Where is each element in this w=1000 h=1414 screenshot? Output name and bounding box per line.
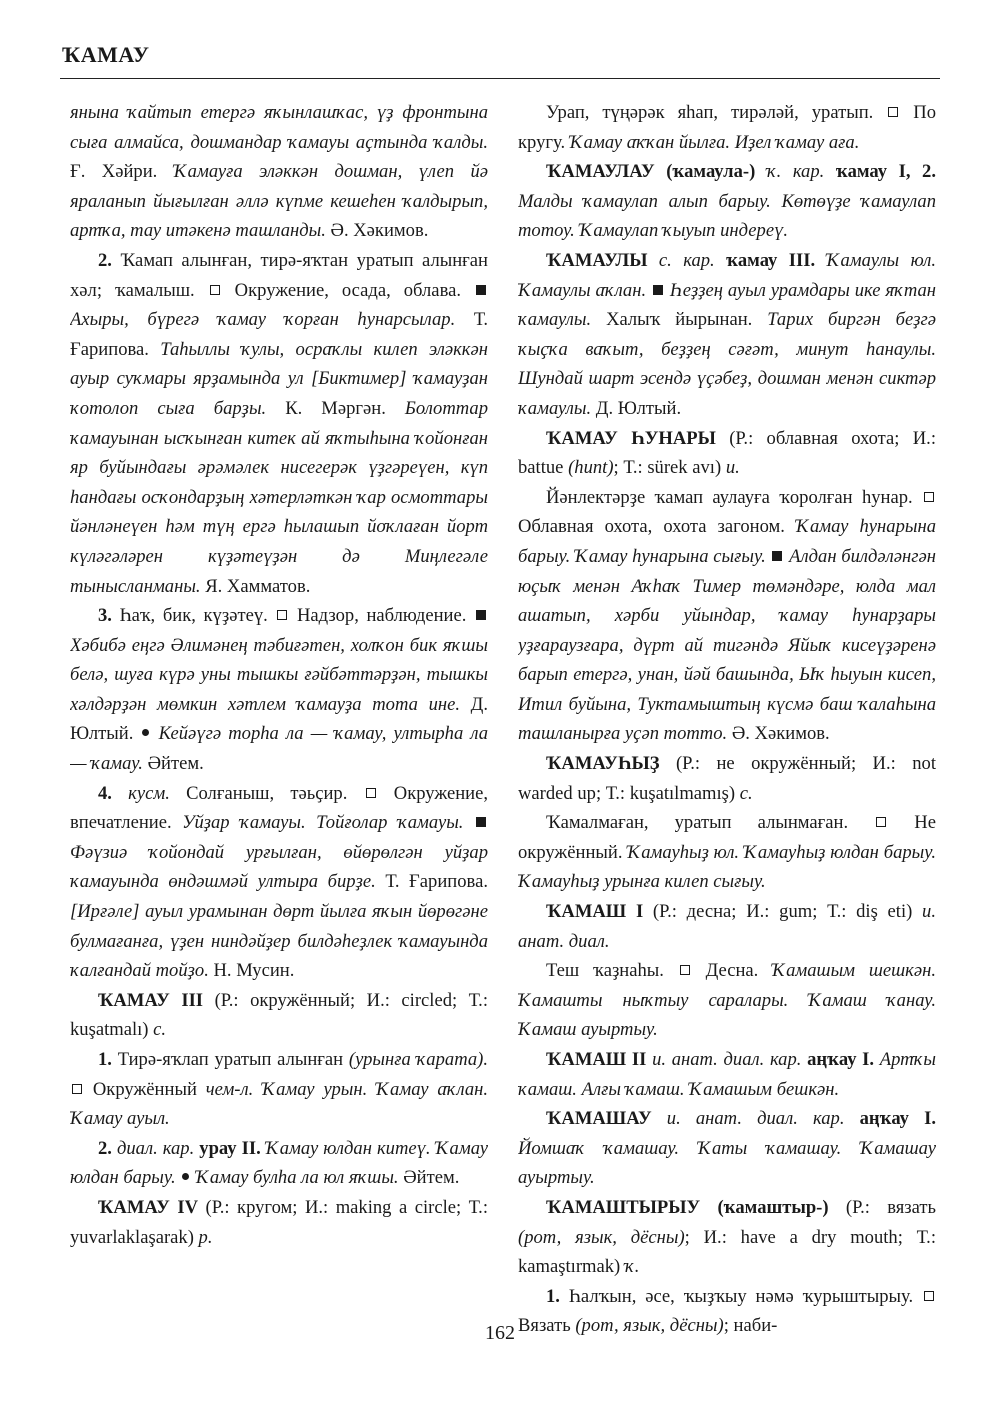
definition-text: (Р.: десна; И.: gum; Т.: diş eti) [643, 901, 923, 923]
definition-text: Урап, түңәрәк яһап, тирәләй, уратып. [546, 102, 887, 123]
entry-paragraph [70, 779, 488, 986]
filled-square-marker-icon [476, 285, 486, 295]
definition-text: Десна. [691, 960, 773, 982]
entry-paragraph [518, 808, 936, 897]
headword: ҠАМАУ ҺУНАРЫ [546, 427, 716, 449]
entry-paragraph [518, 1104, 936, 1193]
entry-paragraph [518, 1193, 936, 1282]
example-text: Тарих биргән беҙгә ҡыҫҡа ваҡыт, беҙҙең сәғәт, минут һанаулы. Шундай шарт эсендә үҫәбеҙ, дошман менән сиктәр ҡамаулы. [518, 309, 936, 419]
bullet-marker-icon [182, 1173, 189, 1180]
definition-text: Тирә-яҡлап уратып алынған [117, 1049, 349, 1070]
square-marker-icon [924, 492, 934, 502]
example-text: Болоттар ҡамауынан ысҡынған китек ай яҡтыһына ҡойонған яр буйындағы әрәмәлек нисегерәк үҙгәреүен, күп һандағы осҡондарҙың хәтерләткән ҡар осмоттары йәнләнеүен һәм түң ергә һылашып йоҡлаған йорт күләгәләрен күҙәтеүҙән дә Миңлегәле тынысланманы. [70, 397, 488, 597]
square-marker-icon [72, 1084, 82, 1094]
example-text: с. [739, 782, 753, 804]
definition-text: Әйтем. [398, 1167, 460, 1189]
definition-text: Вязать [518, 1315, 576, 1337]
entry-paragraph [70, 246, 488, 601]
definition-text: Т. Ғарипова. [375, 871, 488, 893]
example-text: [Ирғәле] ауыл урамынан дөрт йылға яҡын йөрөгәне булмағанға, үҙен ниндәйҙер билдәһеҙлек ҡамауында ҡалғандай тойҙо. [70, 901, 488, 982]
example-text: Ахыры, бүрегә ҡамау ҡорған һунарсылар. [70, 309, 456, 331]
definition-text: Д. Юлтый. [591, 397, 682, 419]
definition-text: Ә. Хәкимов. [727, 723, 830, 745]
example-text: Ҡамау булһа ла юл яҡшы. [191, 1167, 399, 1189]
running-head: ҠАМАУ [62, 42, 150, 67]
headword: ҠАМАУЛЫ [546, 249, 648, 271]
definition-text [755, 161, 767, 182]
example-text: ҡ. [624, 1256, 640, 1278]
definition-text: Ҡамап алынған, тирә-яҡтан уратып алынған хәл; ҡамалыш. [70, 249, 488, 301]
definition-text [253, 1079, 262, 1100]
entry-paragraph [518, 956, 936, 1045]
headword: 4. [98, 782, 129, 804]
definition-text: ; наби- [723, 1315, 778, 1337]
entry-paragraph [518, 897, 936, 956]
definition-text: ; Т.: sürek avı) [613, 457, 726, 479]
example-text: р. [198, 1226, 213, 1248]
entry-paragraph [518, 483, 936, 749]
page-number: 162 [485, 1322, 515, 1344]
example-text: Ҡамау юлдан китеү. Ҡамау юлдан барыу. [70, 1137, 488, 1189]
square-marker-icon [680, 965, 690, 975]
definition-text: Н. Мусин. [208, 960, 295, 982]
definition-text [463, 812, 474, 833]
example-text: и. анат. диал. [518, 901, 936, 952]
example-text: Ҡамау аҡҡан йылға. Иҙел ҡамау аға. [569, 131, 860, 153]
definition-text [815, 250, 826, 271]
example-text: Хәбибә еңгә Әлимәнең тәбиғәтен, холҡон бик яҡшы белә, шуға күрә уны тышкы ғәйбәттәрҙән, тышкы хәлдәрҙән мөмкин хәтлем ҡамауҙа тота ине. [70, 634, 488, 715]
example-text: ҡ. кар. [766, 161, 825, 183]
definition-text: Халыҡ йырынан. [591, 309, 768, 331]
example-text: Уйҙар ҡамауы. Тойғолар ҡамауы. [182, 812, 464, 834]
headword: 2. [98, 1137, 117, 1159]
entry-paragraph [70, 1045, 488, 1134]
headword: ҡамау I, 2. [835, 161, 936, 183]
example-text: Фәүзиә ҡойондай урғылған, өйөрөлгән уйҙар ҡамауында өндәшмәй ултыра бирҙе. [70, 841, 488, 893]
example-text: и. анат. диал. кар. [652, 1049, 802, 1070]
definition-text: Окружение, впечатление. [70, 782, 488, 834]
headword: ҠАМАУ IV [98, 1196, 198, 1218]
entry-paragraph [70, 601, 488, 779]
example-text: кусм. [128, 782, 170, 804]
definition-text: ; И.: have a dry mouth; Т.: kamaştırmak) [518, 1226, 936, 1278]
definition-text: (Р.: вязать [828, 1196, 936, 1218]
example-text: Артҡы ҡамаш. Алғы ҡамаш. Ҡамашым бешкән. [518, 1049, 936, 1100]
example-text: (урынға ҡарата). [348, 1049, 488, 1070]
definition-text: (Р.: окружённый; И.: circled; Т.: kuşatmalı) [70, 989, 488, 1041]
headword: ҠАМАШ II [546, 1049, 647, 1070]
definition-text: Не окружённый. [518, 812, 936, 863]
square-marker-icon [366, 788, 376, 798]
square-marker-icon [888, 107, 898, 117]
definition-text: Теш ҡаҙнаһы. [546, 960, 678, 982]
definition-text: Т. Ғарипова. [70, 309, 488, 360]
headword: ҠАМАШАУ [546, 1108, 652, 1130]
example-text: янына ҡайтып етергә яҡынлашҡас, үҙ фронтына сыға алмайса, дошмандар ҡамауы аҫтында ҡалды. [70, 102, 488, 153]
definition-text: Я. Хамматов. [200, 575, 311, 597]
entry-paragraph [518, 157, 936, 246]
definition-text [766, 546, 771, 567]
square-marker-icon [210, 285, 220, 295]
headword: урау II. [199, 1137, 261, 1159]
definition-text [824, 161, 836, 182]
definition-text: По кругу. [518, 102, 936, 153]
entry-paragraph [70, 986, 488, 1045]
square-marker-icon [924, 1291, 934, 1301]
entry-paragraph [518, 246, 936, 424]
example-text: с. [153, 1019, 167, 1041]
example-text: Алдан билдәләнгән юҫыҡ менән Аҡһаҡ Тимер төмәндәре, юлда мал ашатып, хәрби уйындар, ҡамау һунарҙары уҙғараузғара, дүрт ай тигәндә Яйыҡ кисеүҙәренә барып етергә, унан, йәй башында, Ыҡ һыуын кисеп, Итил буйына, Туктамыштың күсмә баш ҡалаһына ташланырға уҫәп тотто. [518, 545, 936, 745]
definition-text: К. Мәргән. [266, 397, 405, 419]
headword: аңҡау I. [859, 1108, 936, 1130]
definition-text [646, 280, 651, 301]
headword: ҠАМАШТЫРЫУ (ҡамаштыр-) [546, 1196, 829, 1218]
example-text: Кейәүгә торһа ла — ҡамау, ултырһа ла — ҡамау. [70, 723, 488, 775]
definition-text: Окружённый [84, 1078, 206, 1100]
headword: аңҡау I. [807, 1049, 875, 1070]
example-text: Ҡамау урын. Ҡамау аҡлан. Ҡамау ауыл. [70, 1078, 488, 1130]
entry-paragraph [518, 424, 936, 483]
definition-text: Йәнлектәрҙе ҡамап аулауға ҡоролған һунар. [546, 486, 922, 508]
headword: 3. [98, 605, 120, 627]
definition-text: Надзор, наблюдение. [289, 605, 475, 627]
headword: ҡамау III. [726, 249, 816, 271]
definition-text: Облавная охота, охота загоном. [518, 516, 797, 538]
definition-text: Ә. Хәкимов. [325, 220, 429, 242]
definition-text: Һалҡын, әсе, ҡыҙҡыу нәмә ҡурыштырыу. [568, 1285, 922, 1307]
example-text: и. анат. диал. кар. [666, 1108, 845, 1130]
definition-text [647, 250, 658, 271]
example-text: (рот, язык, дёсны) [518, 1226, 685, 1248]
definition-text: Һаҡ, бик, күҙәтеү. [119, 605, 276, 627]
example-text: Ҡамау һунарына барыу. Ҡамау һунарына сығыу. [518, 516, 936, 567]
definition-text: (Р.: кругом; И.: making a circle; Т.: yuvarlaklaşarak) [70, 1196, 488, 1248]
entry-paragraph [70, 1193, 488, 1252]
example-text: чем-л. [205, 1078, 254, 1100]
example-text: Малды ҡамаулап алып барыу. Көтөүҙе ҡамаулап тотоу. Ҡамаулап ҡыуып индереү. [518, 190, 936, 242]
example-text: Һеҙҙең ауыл урамдары ике яҡтан ҡамаулы. [518, 279, 936, 331]
headword: ҠАМАУҺЫҘ [546, 753, 660, 775]
headword: ҠАМАШ I [546, 901, 644, 923]
headword: ҠАМАУ III [98, 989, 204, 1011]
example-text: (hunt) [568, 457, 614, 479]
definition-text [176, 1167, 181, 1188]
definition-text: Ғ. Хәйри. [70, 161, 174, 183]
filled-square-marker-icon [476, 610, 486, 620]
definition-text [715, 250, 726, 271]
example-text: с. кар. [658, 249, 715, 271]
entry-paragraph [518, 1045, 936, 1104]
example-text: (рот, язык, дёсны) [575, 1315, 724, 1337]
example-text: Йомшаҡ ҡамашау. Ҡаты ҡамашау. Ҡамашау ауыртыу. [518, 1137, 936, 1189]
definition-text: (Р.: не окружённый; И.: not warded up; Т.: kuşatılmamış) [518, 753, 936, 804]
entry-paragraph [518, 749, 936, 808]
definition-text: (Р.: облавная охота; И.: battue [518, 427, 936, 479]
example-text: Таһыллы ҡулы, осраҡлы килеп эләккән ауыр суҡмары ярҙамында ул [Биктимер] ҡамауҙан ҡотолоп сыға барҙы. [70, 338, 488, 419]
definition-text: Әйтем. [142, 753, 204, 775]
definition-text: Солғаныш, тәьҫир. [169, 782, 364, 804]
example-text: Ҡамауға эләккән дошман, үлеп йә яраланып йығылған әллә күпме кешеһен ҡалдырып, артҡа, тау итәкенә ташланды. [70, 161, 488, 242]
entry-paragraph [70, 1134, 488, 1193]
definition-text: Окружение, осада, облава. [221, 279, 474, 301]
right-column [518, 98, 936, 1348]
filled-square-marker-icon [476, 817, 486, 827]
definition-text [652, 1108, 667, 1129]
header-rule [60, 78, 940, 79]
headword: 1. [98, 1049, 118, 1070]
square-marker-icon [876, 817, 886, 827]
left-column [70, 98, 488, 1348]
filled-square-marker-icon [653, 285, 663, 295]
example-text: и. [725, 457, 740, 479]
example-text: Ҡамауһыҙ юл. Ҡамауһыҙ юлдан барыу. Ҡамауһыҙ урынға килеп сығыу. [518, 841, 936, 893]
definition-text: Ҡамалмаған, уратып алынмаған. [546, 812, 875, 834]
filled-square-marker-icon [772, 551, 782, 561]
example-text: диал. кар. [116, 1137, 195, 1159]
headword: ҠАМАУЛАУ (ҡамаула-) [546, 161, 756, 183]
headword: 2. [98, 249, 121, 271]
entry-paragraph [518, 98, 936, 157]
definition-text: Д. Юлтый. [70, 693, 488, 745]
definition-text [844, 1108, 859, 1129]
headword: 1. [546, 1285, 569, 1307]
example-text: Ҡамашым шешкән. Ҡамашты ныҡтыу саралары. Ҡамаш ҡанау. Ҡамаш ауыртыу. [518, 960, 936, 1041]
example-text: Ҡамаулы юл. Ҡамаулы аҡлан. [518, 249, 936, 301]
square-marker-icon [277, 610, 287, 620]
bullet-marker-icon [142, 729, 149, 736]
entry-paragraph [70, 98, 488, 246]
